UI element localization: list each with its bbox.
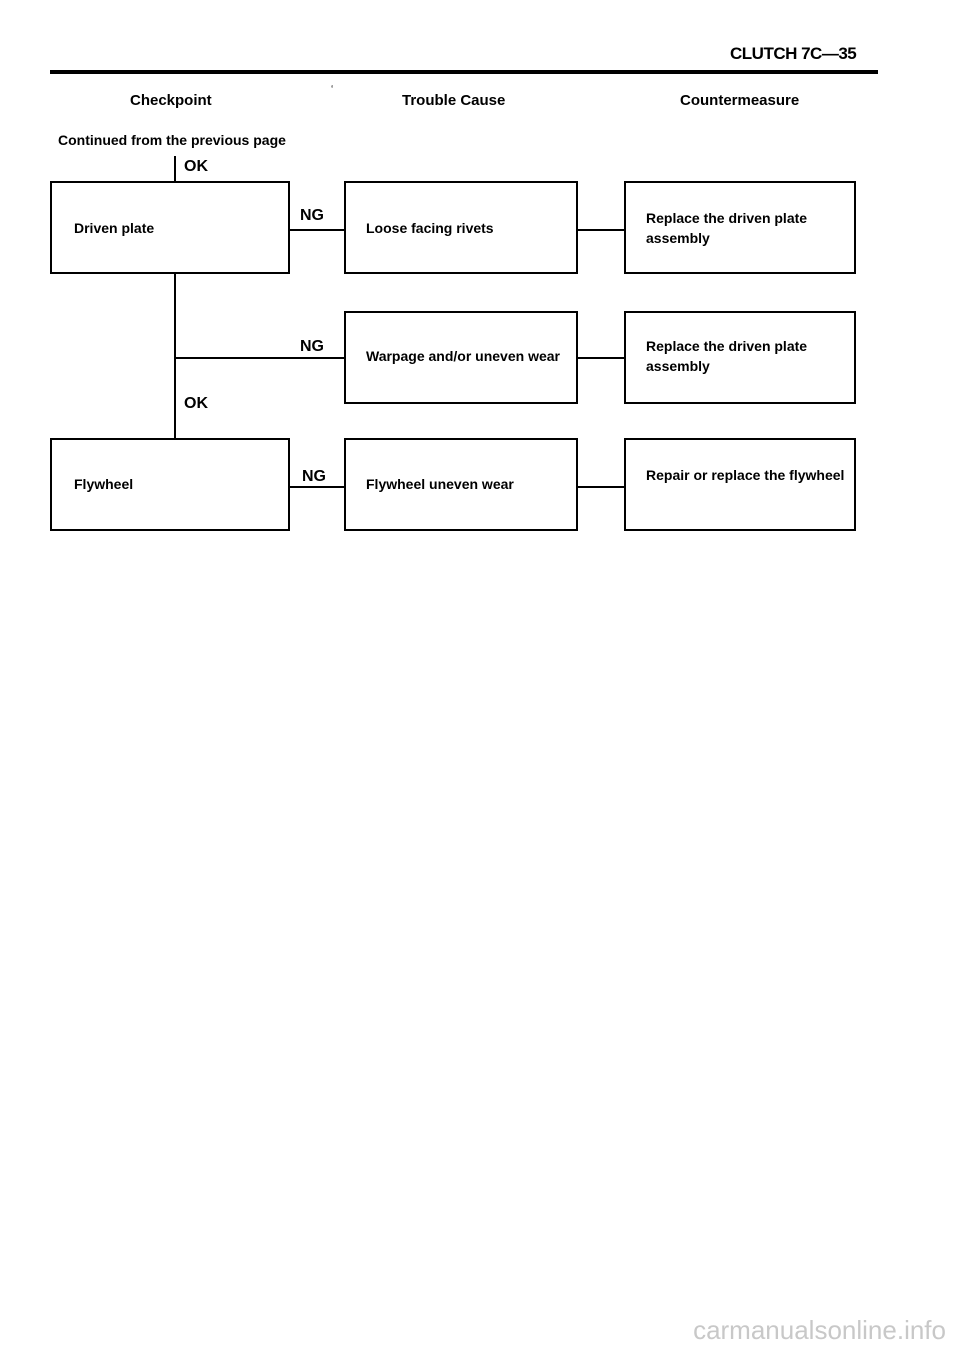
countermeasure-box (624, 438, 856, 531)
ng-connector-line (290, 229, 344, 231)
countermeasure-label: Repair or replace the flywheel (646, 467, 845, 483)
checkpoint-box-driven-plate (50, 181, 290, 274)
cause-label: Loose facing rivets (366, 220, 494, 236)
column-heading-trouble-cause: Trouble Cause (402, 92, 506, 109)
countermeasure-label: Replace the driven plate assembly (646, 338, 808, 374)
ng-connector-line (290, 486, 344, 488)
countermeasure-connector-line (578, 229, 624, 231)
ng-label: NG (300, 338, 324, 355)
header-rule (50, 70, 878, 74)
countermeasure-connector-line (578, 357, 624, 359)
stray-mark: ‘ (331, 84, 334, 95)
cause-box (344, 438, 578, 531)
ng-label: NG (302, 468, 326, 485)
countermeasure-box (624, 311, 856, 404)
cause-box (344, 311, 578, 404)
countermeasure-connector-line (578, 486, 624, 488)
watermark: carmanualsonline.info (693, 1315, 946, 1345)
checkpoint-label: Flywheel (74, 476, 134, 492)
top-ok-label: OK (184, 158, 208, 175)
column-heading-checkpoint: Checkpoint (130, 92, 212, 109)
cause-label: Flywheel uneven wear (366, 476, 514, 492)
countermeasure-box (624, 181, 856, 274)
checkpoint-box-flywheel (50, 438, 290, 531)
ng-label: NG (300, 207, 324, 224)
cause-label: Warpage and/or uneven wear (366, 348, 560, 364)
checkpoint-label: Driven plate (74, 220, 155, 236)
continued-note: Continued from the previous page (58, 132, 286, 148)
countermeasure-label: Replace the driven plate assembly (646, 210, 808, 246)
cause-box (344, 181, 578, 274)
top-ok-connector (174, 156, 176, 182)
page-title: CLUTCH 7C—35 (730, 44, 857, 63)
middle-ok-label: OK (184, 395, 208, 412)
column-heading-countermeasure: Countermeasure (680, 92, 800, 109)
ng-connector-line (174, 357, 344, 359)
